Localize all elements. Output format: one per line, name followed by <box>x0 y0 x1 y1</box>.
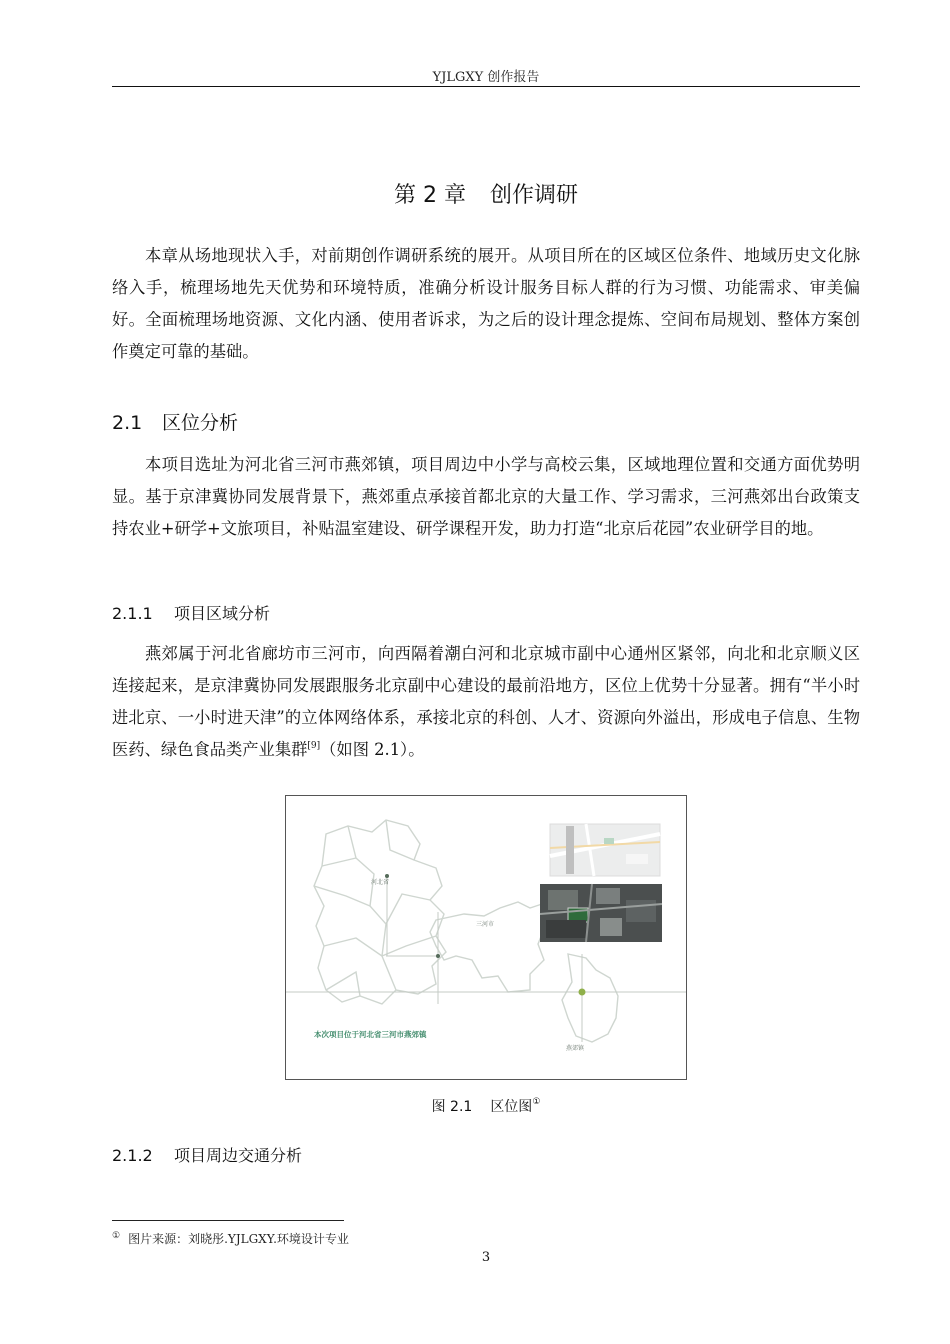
subsection-title: 项目周边交通分析 <box>174 1146 303 1165</box>
map-note: 本次项目位于河北省三河市燕郊镇 <box>314 1030 427 1039</box>
label-yanjiao: 燕郊镇 <box>566 1045 585 1052</box>
hebei-outline <box>314 820 446 1004</box>
chapter-number: 第 2 章 <box>394 183 466 208</box>
section-number: 2.1 <box>112 412 143 434</box>
sanhe-outline <box>430 902 546 992</box>
hebei-marker <box>385 874 389 878</box>
yanjiao-marker <box>579 989 586 996</box>
subsection-heading-2-1-1 <box>112 601 270 624</box>
footnote-text: 图片来源：刘晓彤.YJLGXY.环境设计专业 <box>128 1232 349 1246</box>
figure-caption <box>112 1096 860 1116</box>
caption-footnote-mark: ① <box>532 1097 541 1107</box>
section-title: 区位分析 <box>162 412 239 434</box>
chapter-title <box>112 178 860 209</box>
street-map-inset <box>550 824 660 876</box>
caption-title: 区位图 <box>490 1099 533 1115</box>
caption-number: 图 2.1 <box>431 1099 473 1115</box>
subsection-heading-2-1-2 <box>112 1143 302 1166</box>
sanhe-marker <box>436 954 440 958</box>
footnote-mark: ① <box>112 1231 121 1241</box>
yanjiao-outline <box>562 954 618 1042</box>
footnote-rule <box>112 1220 344 1221</box>
footnote <box>112 1230 349 1247</box>
page-number: 3 <box>481 1250 491 1265</box>
subsection-title: 项目区域分析 <box>174 604 271 623</box>
body-text: 燕郊属于河北省廊坊市三河市，向西隔着潮白河和北京城市副中心通州区紧邻，向北和北京顺义区连接起来，是京津冀协同发展跟服务北京副中心建设的最前沿地方，区位上优势十分显著。拥有“半小时进北京、一小时进天津”的立体网络体系，承接北京的科创、人才、资源向外溢出，形成电子信息、生物医药、绿色食品类产业集群 <box>112 644 860 759</box>
location-map <box>286 796 686 1079</box>
section-heading-2-1 <box>112 408 238 435</box>
location-map-figure <box>285 795 687 1080</box>
section-2-1-body: 本项目选址为河北省三河市燕郊镇，项目周边中小学与高校云集，区域地理位置和交通方面优势明显。基于京津冀协同发展背景下，燕郊重点承接首都北京的大量工作、学习需求，三河燕郊出台政策支持农业+研学+文旅项目，补贴温室建设、研学课程开发，助力打造“北京后花园”农业研学目的地。 <box>112 455 860 538</box>
chapter-intro: 本章从场地现状入手，对前期创作调研系统的展开。从项目所在的区域区位条件、地域历史文化脉络入手，梳理场地先天优势和环境特质，准确分析设计服务目标人群的行为习惯、功能需求、审美偏好。全面梳理场地资源、文化内涵、使用者诉求，为之后的设计理念提炼、空间布局规划、整体方案创作奠定可靠的基础。 <box>112 246 860 361</box>
label-hebei: 河北省 <box>371 879 390 886</box>
chapter-name: 创作调研 <box>489 183 578 208</box>
label-sanhe: 三河市 <box>476 921 495 928</box>
subsection-number: 2.1.2 <box>112 1146 153 1165</box>
subsection-number: 2.1.1 <box>112 604 153 623</box>
running-header: YJLGXY 创作报告 <box>432 70 540 85</box>
body-tail: （如图 2.1）。 <box>320 740 425 759</box>
citation: [9] <box>307 741 321 751</box>
header-rule <box>112 86 860 87</box>
satellite-inset <box>540 884 662 942</box>
section-2-1-1-body <box>112 638 860 766</box>
